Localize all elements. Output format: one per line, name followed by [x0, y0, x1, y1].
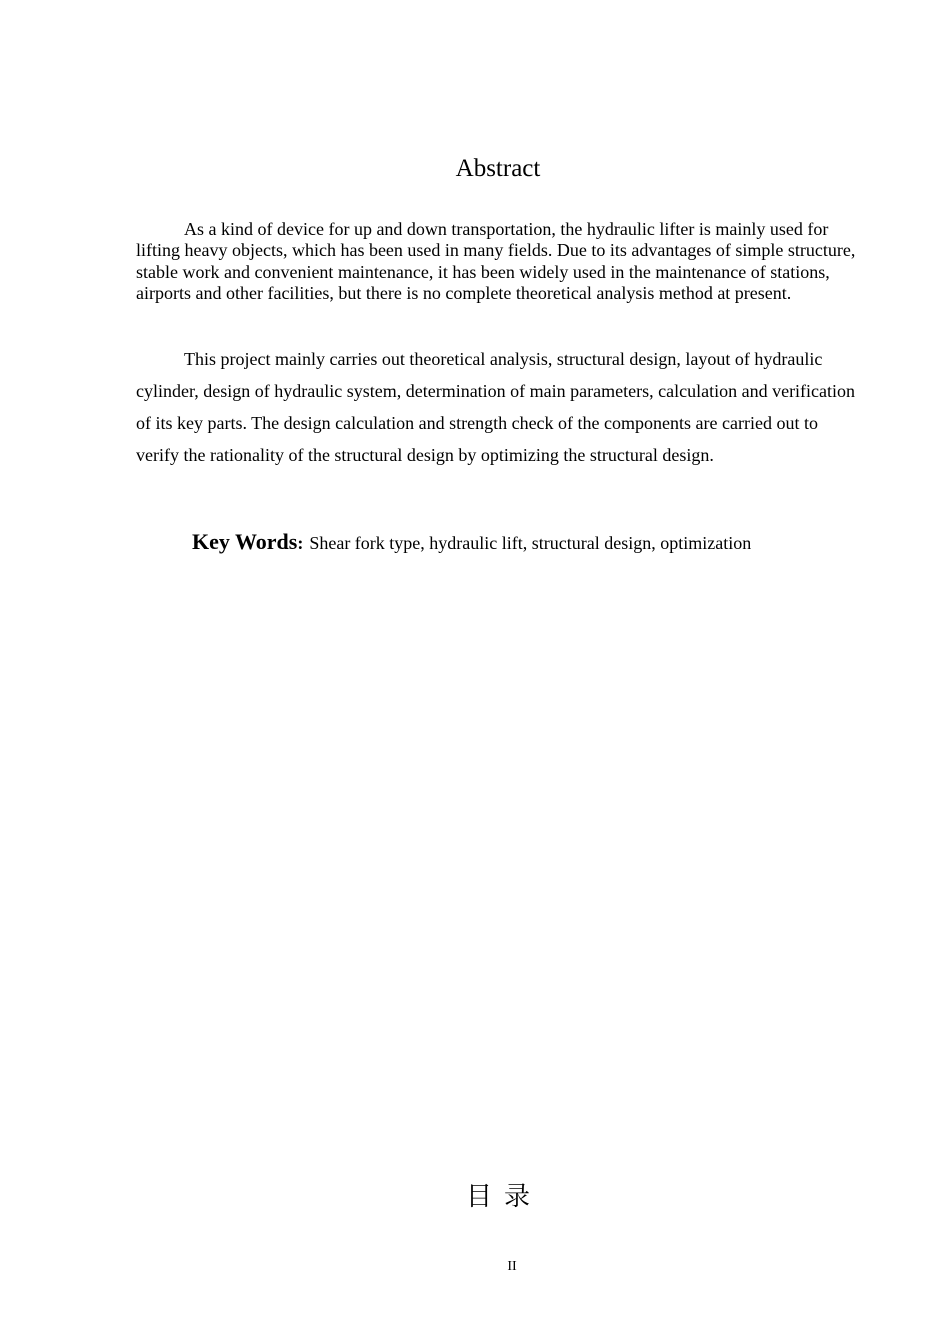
keywords-label: Key Words	[192, 529, 298, 554]
keywords-colon: :	[297, 533, 304, 553]
abstract-paragraph-1: As a kind of device for up and down transportation, the hydraulic lifter is mainly used for lifting heavy objects, which has been used in many fields. Due to its advantages of simple structure, stable work and convenient maintenance, it has been widely used in the maintenance of stations, airports and other facilities, but there is no complete theoretical analysis method at present.	[136, 219, 856, 303]
page-number: II	[507, 1259, 517, 1274]
abstract-paragraph-2: This project mainly carries out theoretical analysis, structural design, layout of hydraulic cylinder, design of hydraulic system, determination of main parameters, calculation and verification of its key parts. The design calculation and strength check of the components are carried out to verify the rationality of the structural design by optimizing the structural design.	[136, 349, 856, 465]
keywords-line	[192, 528, 872, 557]
abstract-heading: Abstract	[455, 155, 541, 182]
keywords-text: Shear fork type, hydraulic lift, structural design, optimization	[309, 533, 752, 553]
table-of-contents-heading: 目录	[466, 1182, 543, 1212]
